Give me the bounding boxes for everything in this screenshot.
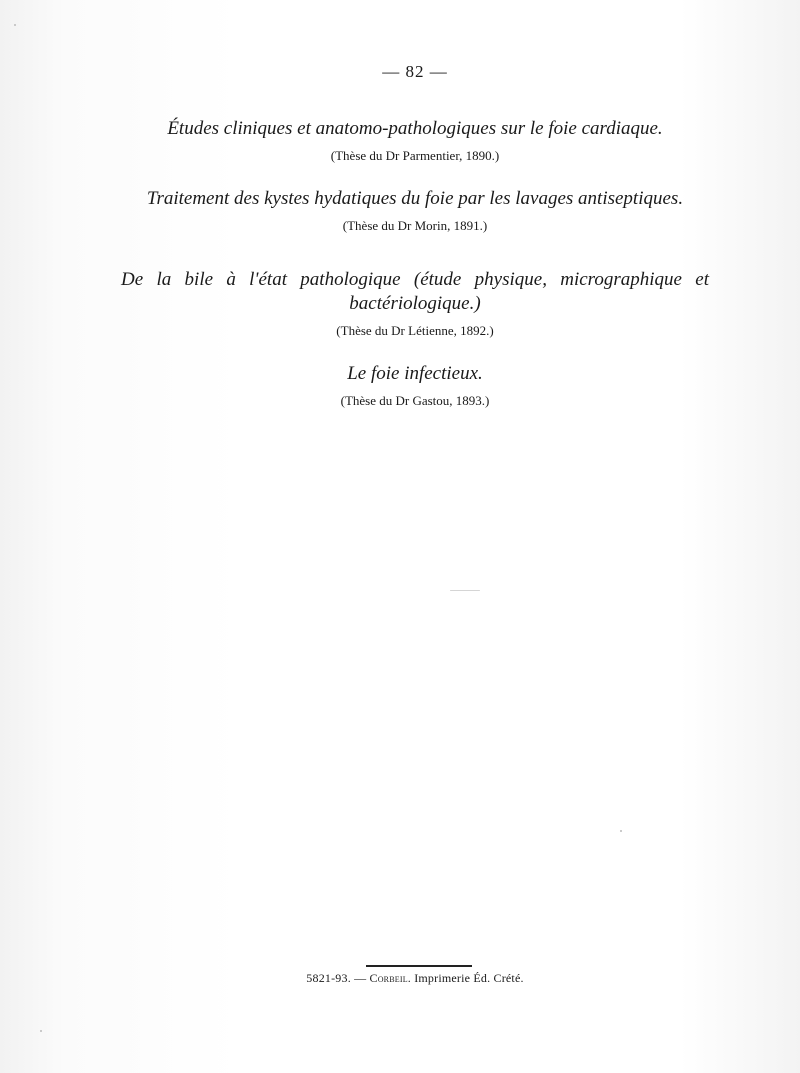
entry-2 <box>0 187 800 235</box>
footer-city: Corbeil. <box>369 971 411 985</box>
paper-speck <box>450 590 480 591</box>
printer-footer <box>0 971 800 986</box>
entry-citation: (Thèse du Dr Létienne, 1892.) <box>336 323 494 338</box>
footer-code: 5821-93. — <box>306 971 367 985</box>
entry-title: Le foie infectieux. <box>347 363 483 384</box>
entry-4 <box>0 362 800 410</box>
entry-title: De la bile à l'état pathologique (étude physique, micrographique et bactériologique.) <box>121 269 709 314</box>
paper-speck <box>620 830 622 832</box>
paper-speck <box>40 1030 42 1032</box>
footer-printer: Imprimerie Éd. Crété. <box>414 971 524 985</box>
entry-1 <box>0 117 800 165</box>
entry-title: Traitement des kystes hydatiques du foie par les lavages antiseptiques. <box>146 188 684 209</box>
entry-title: Études cliniques et anatomo-pathologiques sur le foie cardiaque. <box>167 118 663 139</box>
entry-citation: (Thèse du Dr Gastou, 1893.) <box>340 393 490 408</box>
entry-citation: (Thèse du Dr Morin, 1891.) <box>342 218 488 233</box>
entry-3 <box>0 268 800 340</box>
footer-divider <box>366 965 472 967</box>
paper-speck <box>14 24 16 26</box>
page-number: — 82 — <box>382 62 448 81</box>
entry-citation: (Thèse du Dr Parmentier, 1890.) <box>330 148 500 163</box>
